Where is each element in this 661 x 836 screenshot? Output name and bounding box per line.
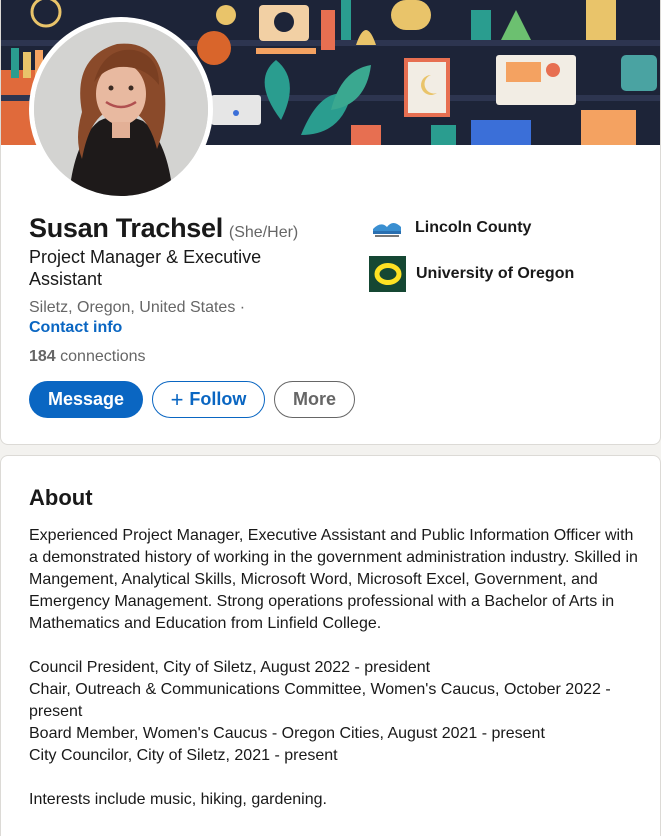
contact-info-link[interactable]: Contact info <box>29 319 123 336</box>
org-label-uo: University of Oregon <box>416 265 575 282</box>
more-button[interactable]: More <box>274 381 355 418</box>
connections-label: connections <box>60 348 146 365</box>
university-of-oregon-logo-icon <box>369 256 406 292</box>
profile-photo[interactable] <box>29 17 213 201</box>
follow-button[interactable] <box>152 381 265 418</box>
name-row <box>29 213 298 244</box>
org-lincoln-county[interactable] <box>369 214 531 242</box>
profile-name: Susan Trachsel <box>29 213 223 243</box>
about-card <box>0 455 661 836</box>
about-text <box>29 525 641 811</box>
connections-count[interactable] <box>29 348 146 366</box>
about-heading: About <box>29 485 93 510</box>
profile-pronouns: (She/Her) <box>228 224 299 241</box>
follow-label: Follow <box>189 389 247 409</box>
profile-location: Siletz, Oregon, United States · <box>29 299 246 316</box>
about-interests: Interests include music, hiking, gardening. <box>29 791 327 808</box>
plus-icon: + <box>170 386 184 412</box>
connections-number: 184 <box>29 348 56 365</box>
about-role: Board Member, Women's Caucus - Oregon Cities, August 2021 - present <box>29 725 545 742</box>
message-button[interactable]: Message <box>29 381 143 418</box>
profile-photo-image <box>34 22 208 196</box>
about-role: Chair, Outreach & Communications Committee, Women's Caucus, October 2022 - present <box>29 681 611 720</box>
org-university-of-oregon[interactable] <box>369 256 574 292</box>
lincoln-county-logo-icon <box>369 214 405 242</box>
org-label-lincoln: Lincoln County <box>415 219 532 236</box>
about-role: Council President, City of Siletz, August 2022 - president <box>29 659 431 676</box>
profile-headline: Project Manager & Executive Assistant <box>29 247 262 289</box>
about-role: City Councilor, City of Siletz, 2021 - present <box>29 747 338 764</box>
about-summary: Experienced Project Manager, Executive Assistant and Public Information Officer with a demonstrated history of working in the government administration industry. Skilled in Mangement, Analytical Skills, Microsoft Word, Microsoft Excel, Government, and Emergency Management. Strong operations professional with a Bachelor of Arts in Mathematics and Education from Linfield College. <box>29 527 638 632</box>
